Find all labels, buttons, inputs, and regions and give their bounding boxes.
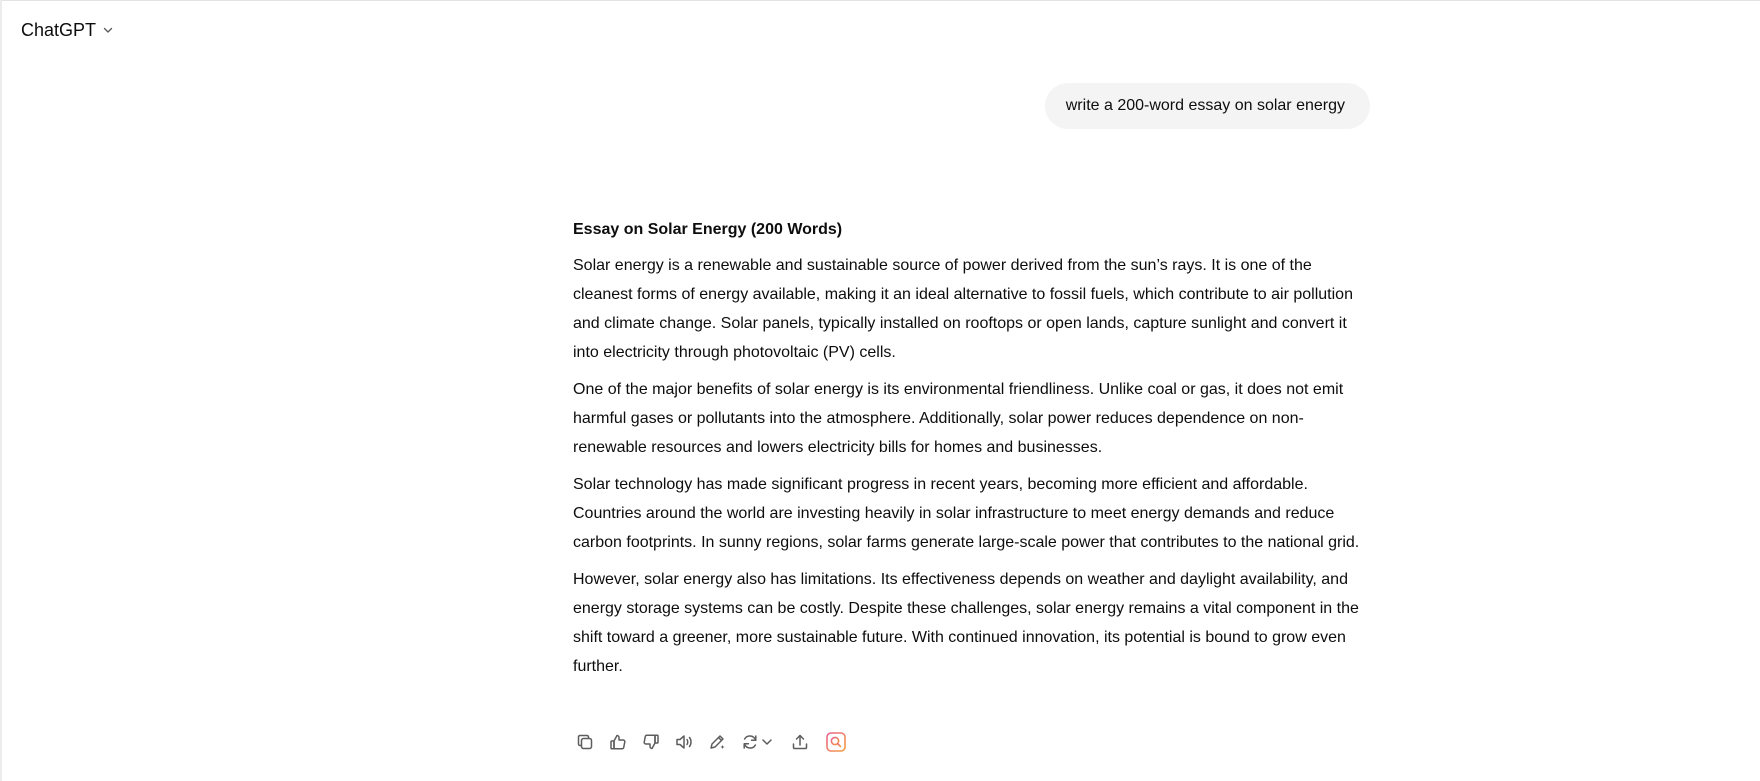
thumbs-down-icon — [641, 732, 661, 752]
search-sources-icon — [825, 731, 847, 753]
bad-response-button[interactable] — [639, 730, 663, 754]
essay-heading: Essay on Solar Energy (200 Words) — [573, 221, 843, 238]
chevron-down-icon — [102, 24, 114, 36]
essay-paragraph: One of the major benefits of solar energy is its environmental friendliness. Unlike coal or gas, it does not emit harmful gases or pollutants into the atmosphere. Additionally, solar power reduces dependence on non-renewable resources and lowers electricity bills for homes and businesses. — [573, 381, 1344, 456]
essay-paragraph: Solar technology has made significant progress in recent years, becoming more efficient and affordable. Countries around the world are investing heavily in solar infrastructure to meet energy demands and reduce carbon footprints. In sunny regions, solar farms generate large-scale power that contributes to the national grid. — [573, 476, 1360, 551]
edit-in-canvas-button[interactable] — [705, 730, 729, 754]
good-response-button[interactable] — [606, 730, 630, 754]
share-button[interactable] — [788, 730, 812, 754]
assistant-response — [573, 217, 1373, 689]
search-sources-button[interactable] — [824, 730, 848, 754]
edit-canvas-icon — [707, 732, 727, 752]
regenerate-icon — [740, 732, 760, 752]
user-message-bubble — [1045, 83, 1370, 129]
copy-icon — [575, 732, 595, 752]
left-border — [0, 0, 2, 781]
read-aloud-icon — [674, 732, 694, 752]
chevron-down-icon — [760, 735, 774, 749]
user-message-text: write a 200-word essay on solar energy — [1065, 97, 1345, 114]
model-selector[interactable] — [21, 16, 114, 44]
read-aloud-button[interactable] — [672, 730, 696, 754]
regenerate-button[interactable] — [738, 730, 776, 754]
top-border — [0, 0, 1760, 1]
model-title: ChatGPT — [21, 19, 97, 40]
thumbs-up-icon — [608, 732, 628, 752]
essay-paragraph: Solar energy is a renewable and sustainable source of power derived from the sun’s rays. It is one of the cleanest forms of energy available, making it an ideal alternative to fossil fuels, which contribute to air pollution and climate change. Solar panels, typically installed on rooftops or open lands, capture sunlight and convert it into electricity through photovoltaic (PV) cells. — [573, 257, 1353, 361]
message-actions — [573, 730, 857, 754]
share-icon — [790, 732, 810, 752]
copy-button[interactable] — [573, 730, 597, 754]
essay-paragraph: However, solar energy also has limitations. Its effectiveness depends on weather and daylight availability, and energy storage systems can be costly. Despite these challenges, solar energy remains a vital component in the shift toward a greener, more sustainable future. With continued innovation, its potential is bound to grow even further. — [573, 571, 1359, 675]
